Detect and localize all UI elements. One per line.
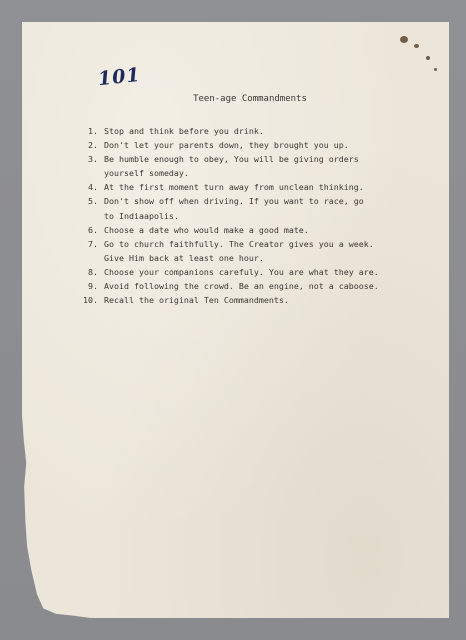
item-number: 7. [88, 238, 98, 249]
item-line: Give Him back at least one hour. [104, 252, 264, 263]
paper-stain [400, 36, 408, 43]
item-line: yourself someday. [104, 168, 189, 179]
item-number: 10. [83, 295, 98, 306]
item-text [104, 237, 423, 265]
list-item [78, 152, 423, 180]
item-line: Choose a date who would make a good mate. [104, 224, 309, 235]
item-line: Stop and think before you drink. [104, 126, 264, 136]
item-line: Recall the original Ten Commandments. [104, 295, 289, 306]
item-number: 2. [88, 140, 98, 151]
item-text [104, 138, 423, 152]
item-text [104, 194, 423, 222]
paper-stain [434, 68, 437, 71]
item-text [104, 293, 423, 307]
item-number: 1. [88, 126, 98, 136]
item-number: 8. [88, 266, 98, 277]
paper-stain [426, 56, 430, 60]
handwritten-page-number: 101 [96, 63, 142, 91]
item-number: 5. [88, 196, 98, 207]
document-title: Teen-age Commandments [193, 94, 307, 104]
list-item [78, 223, 423, 237]
paper-stain [414, 44, 419, 48]
item-number: 3. [88, 154, 98, 165]
list-item [78, 180, 423, 194]
item-line: Don't show off when driving. If you want to race, go [104, 196, 364, 207]
list-item [78, 237, 423, 265]
item-line: At the first moment turn away from unclean thinking. [104, 182, 364, 193]
item-line: to Indiaapolis. [104, 210, 179, 221]
typed-page [22, 22, 449, 618]
list-item [78, 124, 423, 138]
item-text [104, 180, 423, 194]
item-line: Go to church faithfully. The Creator gives you a week. [104, 238, 374, 249]
item-number: 4. [88, 182, 98, 193]
list-item [78, 293, 423, 307]
item-number: 9. [88, 281, 98, 292]
item-line: Don't let your parents down, they brought you up. [104, 140, 349, 151]
item-line: Choose your companions carefuly. You are what they are. [104, 266, 379, 277]
item-text [104, 152, 423, 180]
item-text [104, 279, 423, 293]
item-text [104, 223, 423, 237]
list-item [78, 265, 423, 279]
item-line: Avoid following the crowd. Be an engine, not a caboose. [104, 281, 379, 292]
item-line: Be humble enough to obey, You will be giving orders [104, 154, 359, 165]
list-item [78, 194, 423, 222]
item-text [104, 265, 423, 279]
list-item [78, 279, 423, 293]
item-text [104, 124, 423, 138]
item-number: 6. [88, 224, 98, 235]
commandments-list [78, 124, 423, 307]
list-item [78, 138, 423, 152]
